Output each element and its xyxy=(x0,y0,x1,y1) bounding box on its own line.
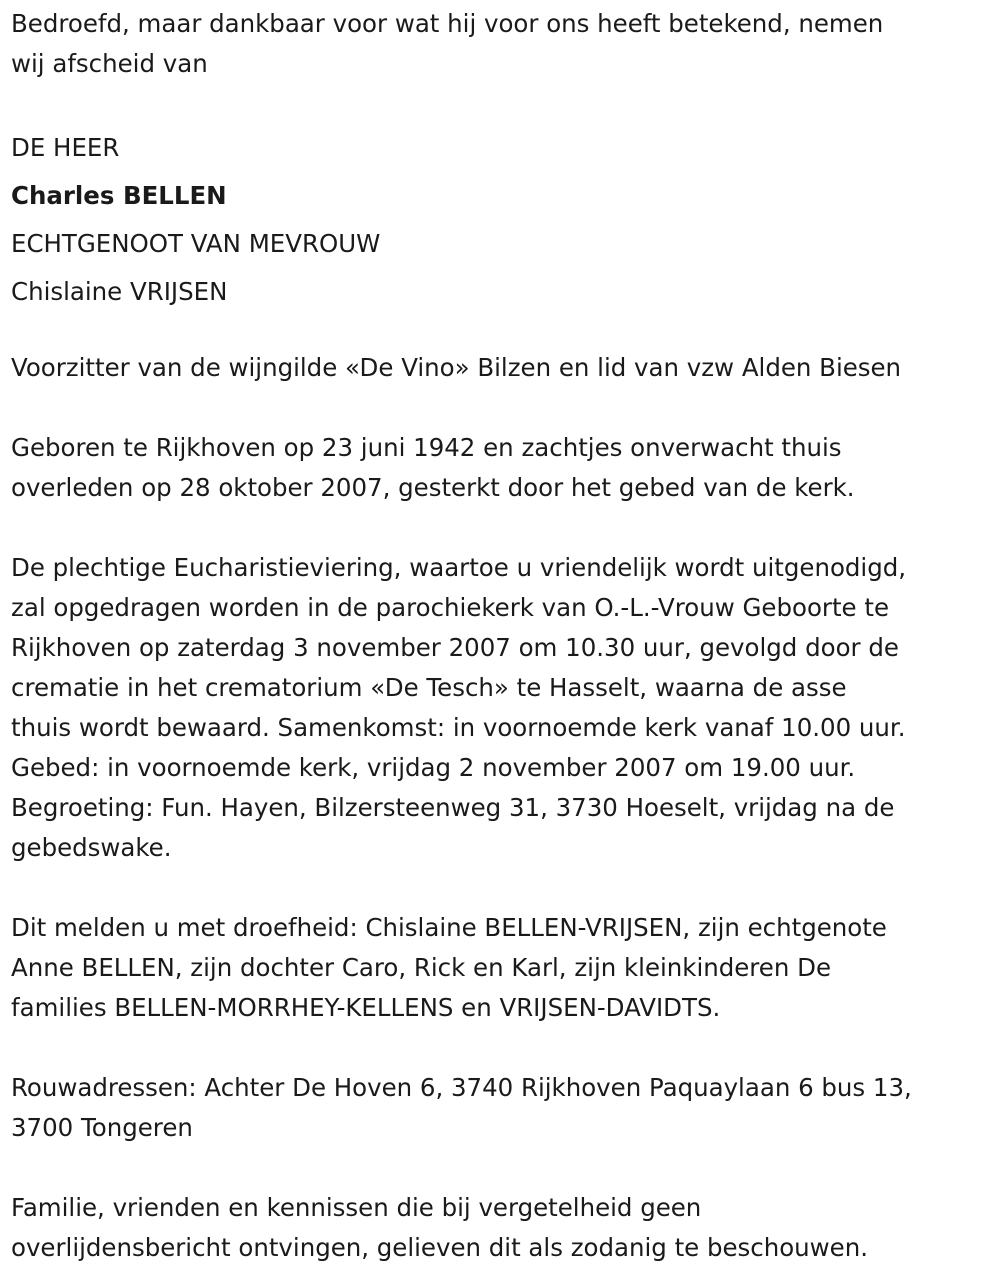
family-line: families BELLEN-MORRHEY-KELLENS en VRIJSEN-DAVIDTS. xyxy=(11,993,721,1022)
ceremony-line: Begroeting: Fun. Hayen, Bilzersteenweg 31, 3730 Hoeselt, vrijdag na de xyxy=(11,793,895,822)
ceremony-line: Rijkhoven op zaterdag 3 november 2007 om 10.30 uur, gevolgd door de xyxy=(11,633,899,662)
ceremony-line: gebedswake. xyxy=(11,833,172,862)
intro-line: Bedroefd, maar dankbaar voor wat hij voor ons heeft betekend, nemen xyxy=(11,9,884,38)
intro-paragraph xyxy=(11,4,990,84)
addresses-paragraph xyxy=(11,1068,990,1148)
birth-death-paragraph xyxy=(11,428,990,508)
spouse-name: Chislaine VRIJSEN xyxy=(11,277,228,306)
family-line: Anne BELLEN, zijn dochter Caro, Rick en Karl, zijn kleinkinderen De xyxy=(11,953,831,982)
deceased-block xyxy=(11,124,990,316)
intro-line: wij afscheid van xyxy=(11,49,208,78)
deceased-relation: ECHTGENOOT VAN MEVROUW xyxy=(11,229,381,258)
deceased-title: DE HEER xyxy=(11,133,120,162)
address-line: 3700 Tongeren xyxy=(11,1113,193,1142)
ceremony-paragraph xyxy=(11,548,990,868)
role-line: Voorzitter van de wijngilde «De Vino» Bilzen en lid van vzw Alden Biesen xyxy=(11,353,902,382)
ceremony-line: Gebed: in voornoemde kerk, vrijdag 2 november 2007 om 19.00 uur. xyxy=(11,753,856,782)
closing-line: Familie, vrienden en kennissen die bij vergetelheid geen xyxy=(11,1193,702,1222)
ceremony-line: zal opgedragen worden in de parochiekerk van O.-L.-Vrouw Geboorte te xyxy=(11,593,889,622)
ceremony-line: crematie in het crematorium «De Tesch» te Hasselt, waarna de asse xyxy=(11,673,847,702)
family-paragraph xyxy=(11,908,990,1028)
family-line: Dit melden u met droefheid: Chislaine BELLEN-VRIJSEN, zijn echtgenote xyxy=(11,913,887,942)
address-line: Rouwadressen: Achter De Hoven 6, 3740 Rijkhoven Paquaylaan 6 bus 13, xyxy=(11,1073,912,1102)
closing-line: overlijdensbericht ontvingen, gelieven dit als zodanig te beschouwen. xyxy=(11,1233,868,1262)
birth-death-line: Geboren te Rijkhoven op 23 juni 1942 en zachtjes onverwacht thuis xyxy=(11,433,842,462)
closing-paragraph xyxy=(11,1188,990,1268)
deceased-name: Charles BELLEN xyxy=(11,181,227,210)
role-paragraph xyxy=(11,348,990,388)
ceremony-line: thuis wordt bewaard. Samenkomst: in voornoemde kerk vanaf 10.00 uur. xyxy=(11,713,906,742)
birth-death-line: overleden op 28 oktober 2007, gesterkt door het gebed van de kerk. xyxy=(11,473,855,502)
ceremony-line: De plechtige Eucharistieviering, waartoe u vriendelijk wordt uitgenodigd, xyxy=(11,553,907,582)
